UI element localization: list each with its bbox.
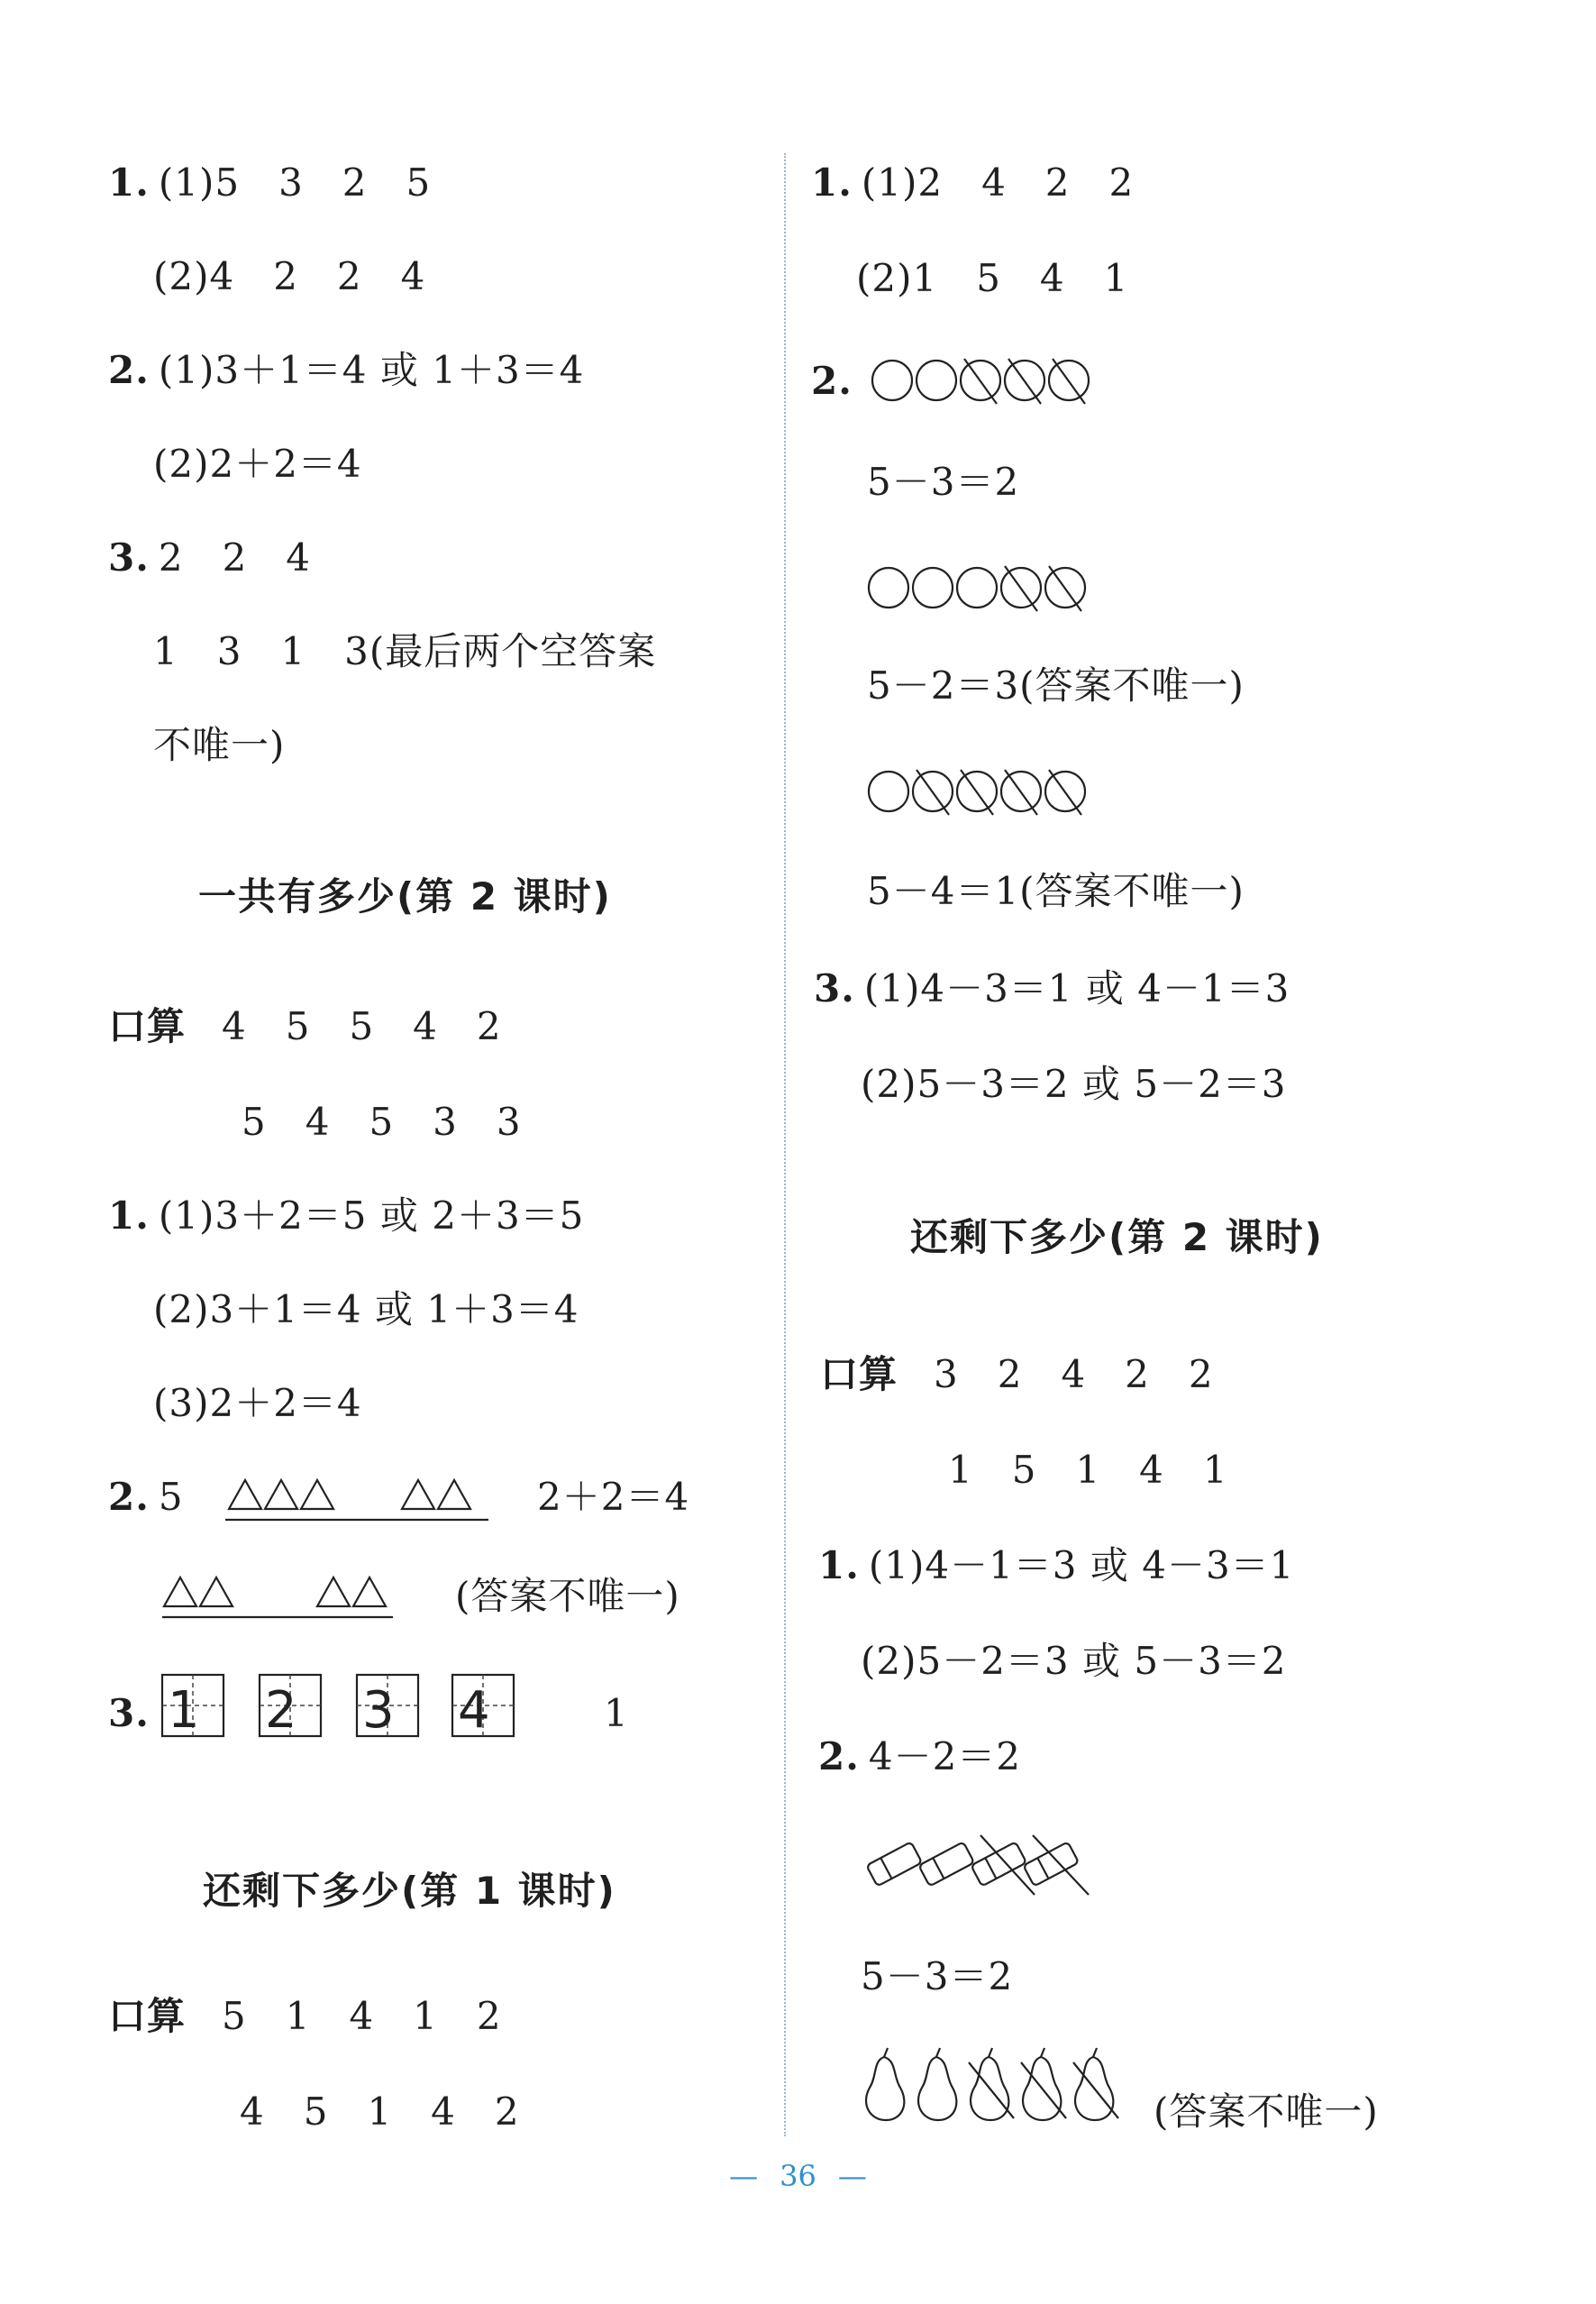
dash: — bbox=[729, 2159, 759, 2193]
answer-text: (1)3＋2＝5 或 2＋3＝5 bbox=[158, 1193, 585, 1238]
answer-text: (2)2＋2＝4 bbox=[153, 442, 362, 486]
answer-line bbox=[818, 1734, 1022, 1778]
answer-text: (2)3＋1＝4 或 1＋3＝4 bbox=[153, 1287, 579, 1331]
item-number: 1. bbox=[108, 160, 150, 205]
grid-digit: 3 bbox=[362, 1681, 395, 1740]
erasers-crossed-drawing bbox=[863, 1830, 1107, 1902]
answer-line bbox=[867, 663, 1245, 708]
answer-line bbox=[455, 1574, 680, 1618]
answer-text: 4 5 5 4 2 bbox=[222, 1004, 502, 1048]
answer-line bbox=[861, 1954, 1014, 1998]
answer-text: 5－3＝2 bbox=[867, 460, 1020, 504]
answer-line bbox=[153, 1381, 362, 1425]
answer-line bbox=[108, 160, 432, 205]
answer-line bbox=[811, 359, 862, 403]
oral-calc-row bbox=[108, 1004, 502, 1048]
answer-line bbox=[153, 442, 362, 486]
digit-writing-grids bbox=[162, 1668, 541, 1749]
item-number: 2. bbox=[108, 348, 150, 392]
answer-line bbox=[108, 1475, 184, 1519]
item-number: 1. bbox=[811, 160, 853, 205]
answer-line bbox=[867, 460, 1020, 504]
answer-text: (答案不唯一) bbox=[455, 1574, 680, 1618]
grid-digit: 1 bbox=[168, 1681, 200, 1740]
answer-text: (2)1 5 4 1 bbox=[856, 256, 1129, 300]
answer-text: (1)4－1＝3 或 4－3＝1 bbox=[868, 1543, 1295, 1587]
answer-line bbox=[537, 1475, 690, 1519]
page-number bbox=[0, 2159, 1596, 2193]
answer-text: 5－4＝1(答案不唯一) bbox=[867, 869, 1245, 913]
column-separator bbox=[784, 153, 786, 2136]
answer-line bbox=[818, 1543, 1295, 1587]
answer-text: (3)2＋2＝4 bbox=[153, 1381, 362, 1425]
circles-crossed-4-drawing bbox=[867, 764, 1119, 818]
answer-text: 3 2 4 2 2 bbox=[934, 1352, 1214, 1396]
answer-text: 1 5 1 4 1 bbox=[948, 1448, 1228, 1492]
section-heading: 还剩下多少(第 1 课时) bbox=[203, 1869, 616, 1913]
page-number-text: 36 bbox=[780, 2159, 816, 2193]
oral-calc-row bbox=[242, 1100, 522, 1144]
answer-line bbox=[814, 966, 1290, 1010]
answer-line bbox=[153, 1287, 579, 1331]
answer-text: 1 bbox=[604, 1691, 629, 1735]
oral-calc-row bbox=[108, 1994, 502, 2038]
answer-text: (1)2 4 2 2 bbox=[861, 160, 1135, 205]
answer-line bbox=[811, 160, 1135, 205]
triangles-group-drawing bbox=[225, 1469, 496, 1523]
pears-crossed-drawing bbox=[861, 2046, 1167, 2127]
dash: — bbox=[837, 2159, 867, 2193]
answer-text: 5 4 5 3 3 bbox=[242, 1100, 522, 1144]
answer-line bbox=[604, 1691, 629, 1735]
section-heading: 还剩下多少(第 2 课时) bbox=[910, 1215, 1324, 1259]
section-heading: 一共有多少(第 2 课时) bbox=[198, 874, 612, 919]
answer-line bbox=[867, 869, 1245, 913]
oral-calc-row bbox=[820, 1352, 1214, 1396]
circles-crossed-3-drawing bbox=[871, 353, 1123, 407]
answer-line bbox=[108, 535, 312, 580]
answer-line bbox=[153, 723, 286, 767]
answer-text: 2＋2＝4 bbox=[537, 1475, 690, 1519]
triangles-split-drawing bbox=[162, 1567, 397, 1621]
grid-digit: 2 bbox=[265, 1681, 297, 1740]
answer-text: 4 5 1 4 2 bbox=[240, 2089, 520, 2134]
item-number: 3. bbox=[814, 966, 855, 1010]
answer-text: (答案不唯一) bbox=[1154, 2089, 1379, 2134]
oral-calc-row bbox=[240, 2089, 520, 2134]
answer-text: (1)5 3 2 5 bbox=[158, 160, 432, 205]
answer-line bbox=[861, 1639, 1287, 1683]
item-number: 1. bbox=[818, 1543, 860, 1587]
answer-line bbox=[861, 1062, 1287, 1106]
answer-line bbox=[108, 1691, 159, 1735]
answer-text: 5－3＝2 bbox=[861, 1954, 1014, 1998]
item-number: 3. bbox=[108, 535, 150, 580]
grid-digit: 4 bbox=[458, 1681, 490, 1740]
answer-text: 5 bbox=[158, 1475, 184, 1519]
answer-line bbox=[856, 256, 1129, 300]
oral-calc-label: 口算 bbox=[108, 1004, 187, 1048]
oral-calc-row bbox=[948, 1448, 1228, 1492]
oral-calc-label: 口算 bbox=[108, 1994, 187, 2038]
oral-calc-label: 口算 bbox=[820, 1352, 898, 1396]
answer-line bbox=[153, 254, 426, 298]
answer-text: (2)5－3＝2 或 5－2＝3 bbox=[861, 1062, 1287, 1106]
answer-text: (1)4－3＝1 或 4－1＝3 bbox=[863, 966, 1290, 1010]
item-number: 2. bbox=[108, 1475, 150, 1519]
item-number: 1. bbox=[108, 1193, 150, 1238]
circles-crossed-2-drawing bbox=[867, 561, 1119, 615]
item-number: 2. bbox=[811, 359, 853, 403]
answer-text: 5 1 4 1 2 bbox=[222, 1994, 502, 2038]
answer-line bbox=[1154, 2089, 1379, 2134]
answer-text: 2 2 4 bbox=[158, 535, 312, 580]
answer-text: 1 3 1 3(最后两个空答案 bbox=[153, 629, 657, 673]
answer-text: (2)5－2＝3 或 5－3＝2 bbox=[861, 1639, 1287, 1683]
answer-line bbox=[153, 629, 657, 673]
item-number: 3. bbox=[108, 1691, 150, 1735]
answer-text: 5－2＝3(答案不唯一) bbox=[867, 663, 1245, 708]
answer-text: 4－2＝2 bbox=[868, 1734, 1022, 1778]
answer-text: (2)4 2 2 4 bbox=[153, 254, 426, 298]
answer-line bbox=[108, 348, 585, 392]
answer-line bbox=[108, 1193, 585, 1238]
item-number: 2. bbox=[818, 1734, 860, 1778]
answer-text: (1)3＋1＝4 或 1＋3＝4 bbox=[158, 348, 585, 392]
answer-text: 不唯一) bbox=[153, 723, 286, 767]
